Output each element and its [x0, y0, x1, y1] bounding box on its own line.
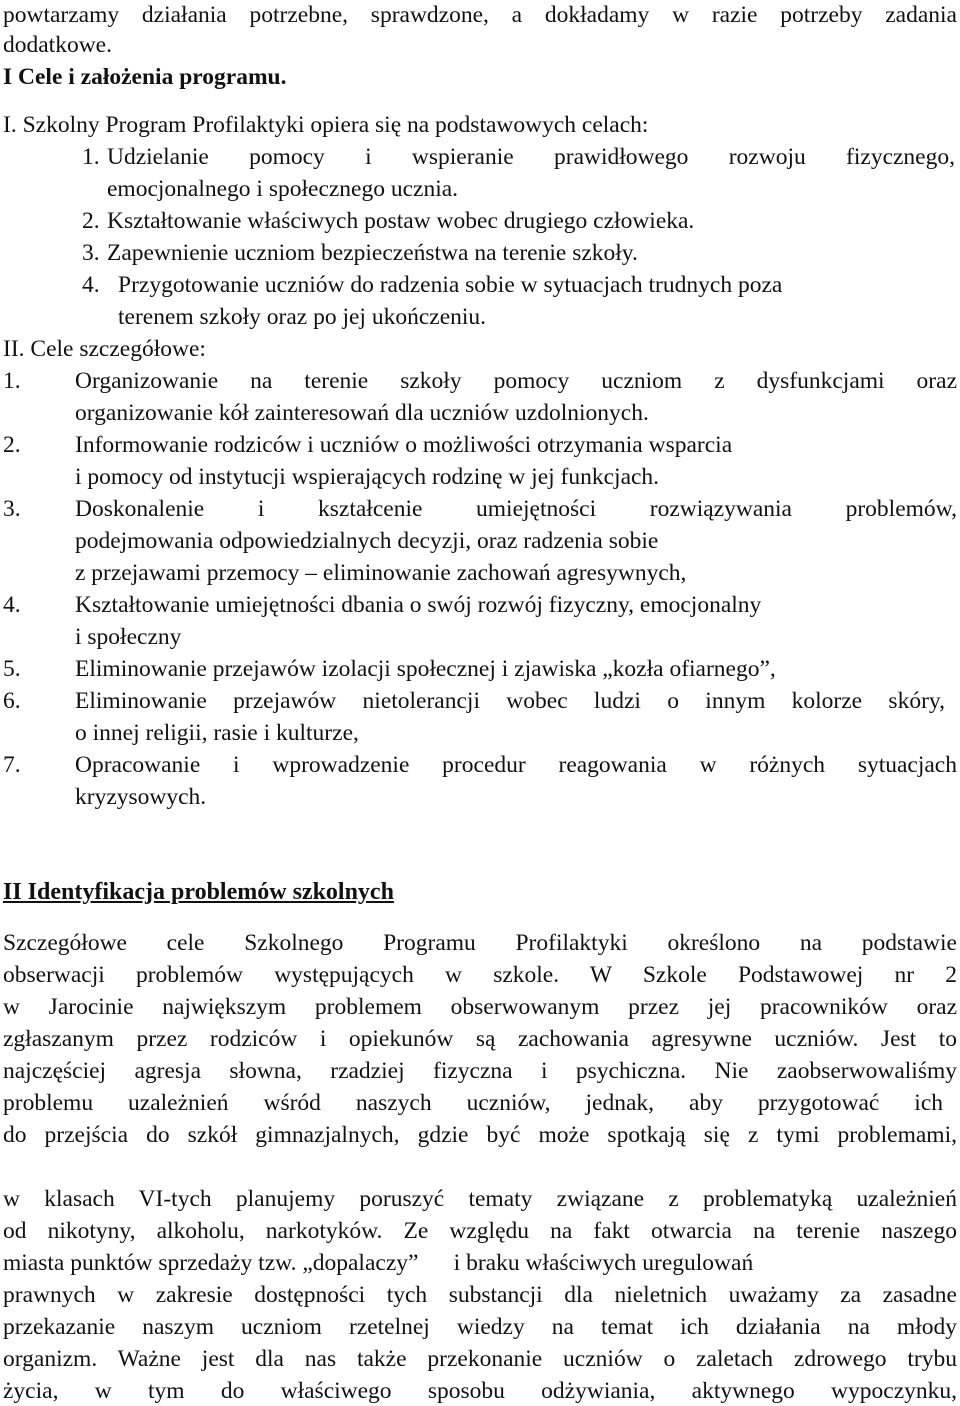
identification-heading: II Identyfikacja problemów szkolnych — [3, 879, 394, 905]
list-item-text: Kształtowanie umiejętności dbania o swój rozwój fizyczny, emocjonalny — [75, 592, 762, 618]
list-number: 1. — [82, 144, 100, 170]
list-item-text: emocjonalnego i społecznego ucznia. — [107, 176, 459, 202]
intro-line: powtarzamy działania potrzebne, sprawdzone, a dokładamy w razie potrzeby zadania — [3, 2, 957, 28]
list-item-text: Zapewnienie uczniom bezpieczeństwa na terenie szkoły. — [107, 240, 638, 266]
paragraph-line: w klasach VI-tych planujemy poruszyć tematy związane z problematyką uzależnień — [3, 1186, 957, 1212]
list-item-text: podejmowania odpowiedzialnych decyzji, oraz radzenia sobie — [75, 528, 659, 554]
list-number: 4. — [3, 592, 21, 618]
list-number: 7. — [3, 752, 21, 778]
list-item-text: organizowanie kół zainteresowań dla uczniów uzdolnionych. — [75, 400, 649, 426]
general-goals-lead: I. Szkolny Program Profilaktyki opiera się na podstawowych celach: — [3, 112, 649, 138]
list-item-text: i społeczny — [75, 624, 182, 650]
paragraph-line: przekazanie naszym uczniom rzetelnej wiedzy na temat ich działania na młody — [3, 1314, 957, 1340]
detailed-goals-lead: II. Cele szczegółowe: — [3, 336, 206, 362]
list-number: 4. — [82, 272, 100, 298]
list-item-text: o innej religii, rasie i kulturze, — [75, 720, 359, 746]
paragraph-line: organizm. Ważne jest dla nas także przekonanie uczniów o zaletach zdrowego trybu — [3, 1346, 957, 1372]
list-item-text: Organizowanie na terenie szkoły pomocy uczniom z dysfunkcjami oraz — [75, 368, 957, 394]
list-item-text: Kształtowanie właściwych postaw wobec drugiego człowieka. — [107, 208, 695, 234]
list-item-text: terenem szkoły oraz po jej ukończeniu. — [118, 304, 487, 330]
paragraph-line: w Jarocinie największym problemem obserwowanym przez jej pracowników oraz — [3, 994, 957, 1020]
list-item-text: kryzysowych. — [75, 784, 207, 810]
paragraph-line: miasta punktów sprzedaży tzw. „dopalaczy” i braku właściwych uregulowań — [3, 1250, 754, 1276]
paragraph-line: najczęściej agresja słowna, rzadziej fizyczna i psychiczna. Nie zaobserwowaliśmy — [3, 1058, 957, 1084]
paragraph-line: od nikotyny, alkoholu, narkotyków. Ze względu na fakt otwarcia na terenie naszego — [3, 1218, 957, 1244]
paragraph-line: obserwacji problemów występujących w szkole. W Szkole Podstawowej nr 2 — [3, 962, 957, 988]
list-item-text: Informowanie rodziców i uczniów o możliwości otrzymania wsparcia — [75, 432, 733, 458]
list-item-text: i pomocy od instytucji wspierających rodzinę w jej funkcjach. — [75, 464, 660, 490]
paragraph-line: do przejścia do szkół gimnazjalnych, gdzie być może spotkają się z tymi problemami, — [3, 1122, 957, 1148]
list-item-text: Eliminowanie przejawów izolacji społecznej i zjawiska „kozła ofiarnego”, — [75, 656, 776, 682]
list-number: 2. — [82, 208, 100, 234]
list-item — [82, 142, 100, 172]
list-number: 6. — [3, 688, 21, 714]
paragraph-line: zgłaszanym przez rodziców i opiekunów są zachowania agresywne uczniów. Jest to — [3, 1026, 957, 1052]
list-item-text: Przygotowanie uczniów do radzenia sobie w sytuacjach trudnych poza — [118, 272, 783, 298]
list-item-text: Eliminowanie przejawów nietolerancji wobec ludzi o innym kolorze skóry, — [75, 688, 945, 714]
list-number: 5. — [3, 656, 21, 682]
list-number: 3. — [3, 496, 21, 522]
list-item-text: Udzielanie pomocy i wspieranie prawidłowego rozwoju fizycznego, — [107, 144, 955, 170]
paragraph-line: problemu uzależnień wśród naszych uczniów, jednak, aby przygotować ich — [3, 1090, 943, 1116]
intro-line: dodatkowe. — [3, 32, 112, 58]
list-item-text: Doskonalenie i kształcenie umiejętności rozwiązywania problemów, — [75, 496, 957, 522]
paragraph-line: prawnych w zakresie dostępności tych substancji dla nieletnich uważamy za zasadne — [3, 1282, 957, 1308]
paragraph-line: życia, w tym do właściwego sposobu odżywiania, aktywnego wypoczynku, — [3, 1378, 957, 1404]
list-item-text: z przejawami przemocy – eliminowanie zachowań agresywnych, — [75, 560, 687, 586]
paragraph-line: Szczegółowe cele Szkolnego Programu Profilaktyki określono na podstawie — [3, 930, 957, 956]
list-number: 2. — [3, 432, 21, 458]
list-item-text: Opracowanie i wprowadzenie procedur reagowania w różnych sytuacjach — [75, 752, 957, 778]
list-number: 1. — [3, 368, 21, 394]
list-number: 3. — [82, 240, 100, 266]
section-title: I Cele i założenia programu. — [3, 64, 287, 90]
